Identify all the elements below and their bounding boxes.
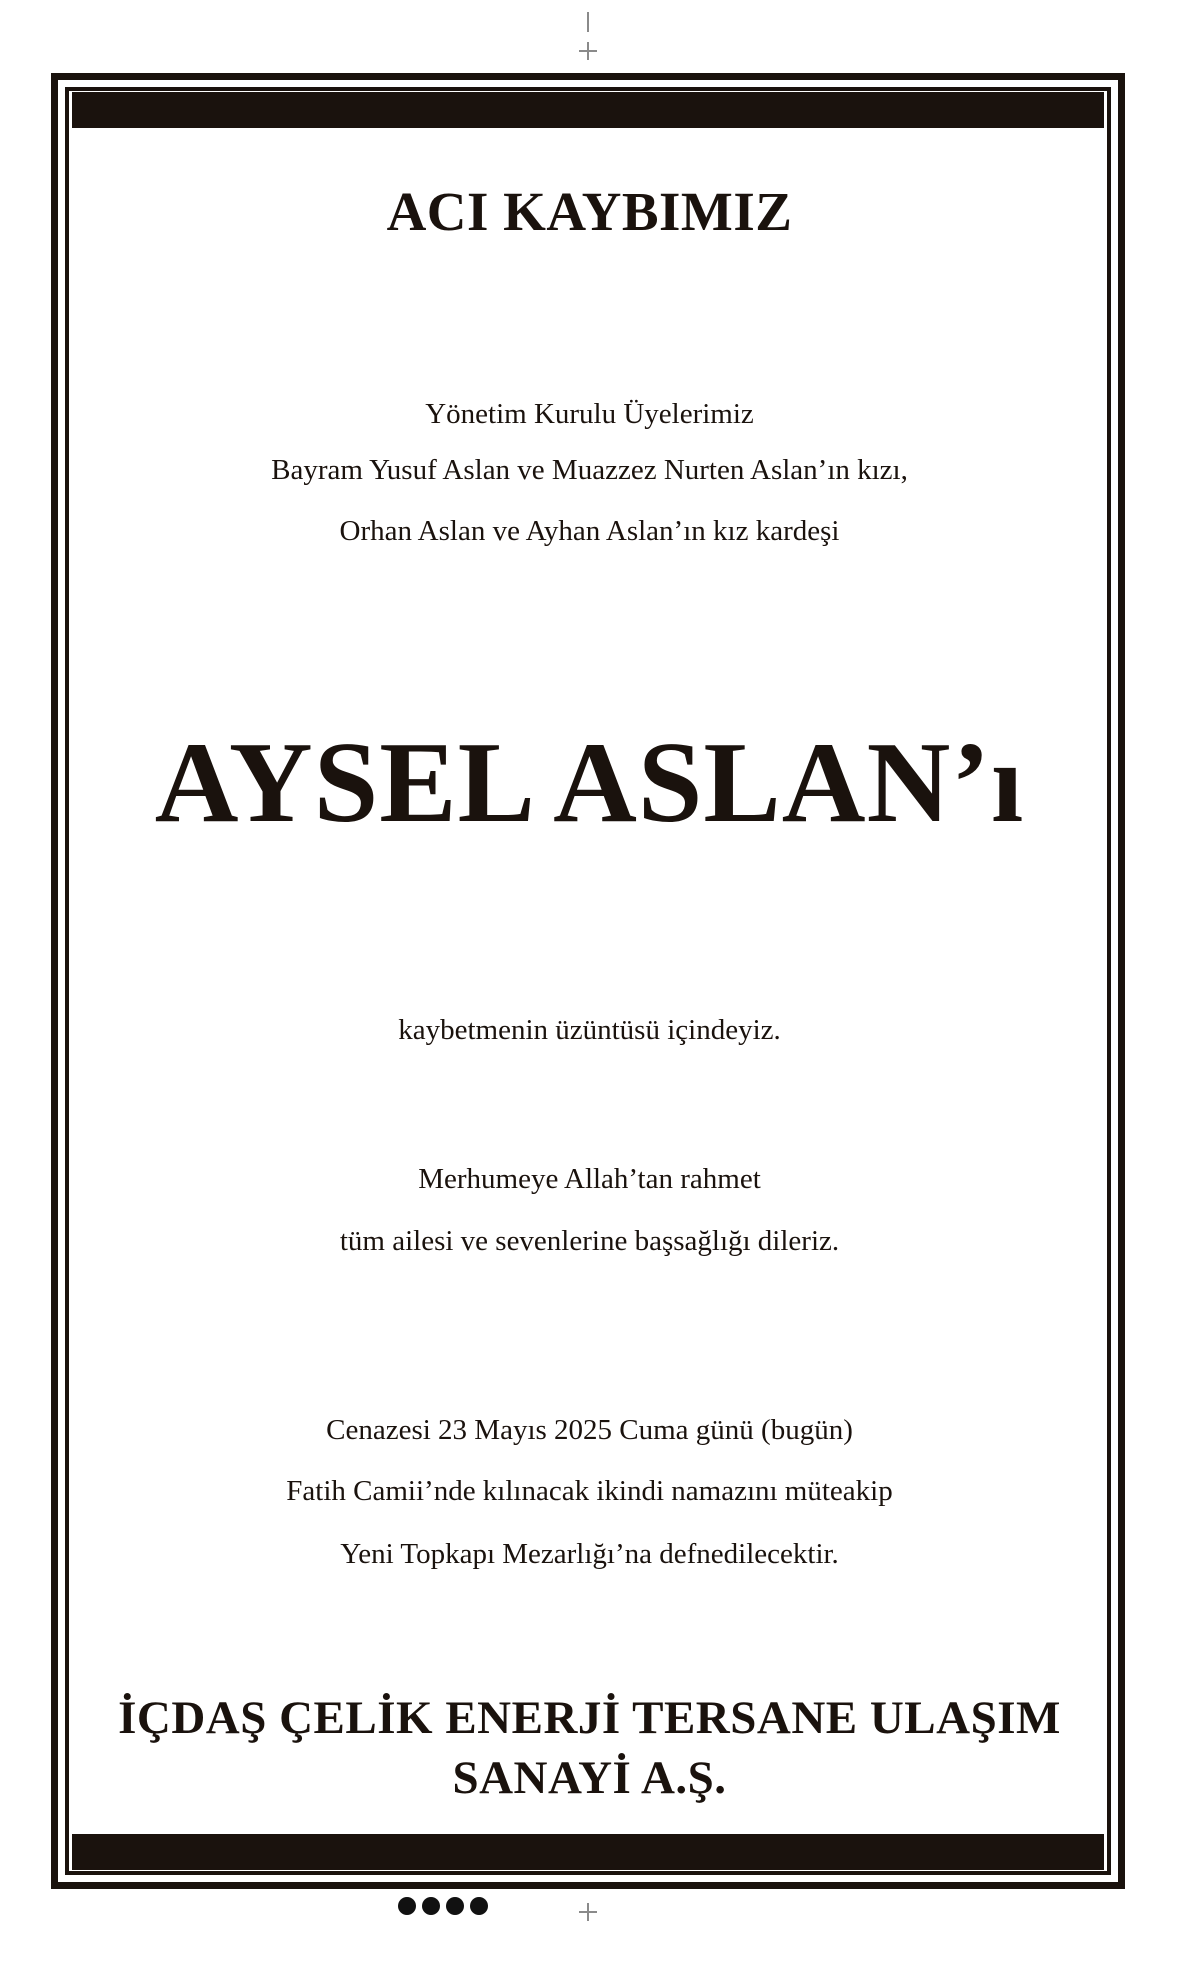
intro-line-siblings: Orhan Aslan ve Ayhan Aslan’ın kız kardeşi <box>339 515 840 547</box>
crosshair-icon <box>579 42 597 60</box>
notice-inner-border <box>65 87 1111 1875</box>
top-black-band <box>72 92 1104 128</box>
registration-tick <box>587 12 589 32</box>
dots-icon <box>398 1897 488 1915</box>
funeral-line-date: Cenazesi 23 Mayıs 2025 Cuma günü (bugün) <box>326 1414 853 1446</box>
funeral-line-cemetery: Yeni Topkapı Mezarlığı’na defnedilecektir. <box>340 1538 839 1570</box>
sorrow-line: kaybetmenin üzüntüsü içindeyiz. <box>398 1014 781 1046</box>
dot <box>446 1897 464 1915</box>
company-name-line-1: İÇDAŞ ÇELİK ENERJİ TERSANE ULAŞIM <box>118 1692 1061 1744</box>
intro-line-board: Yönetim Kurulu Üyelerimiz <box>425 398 754 430</box>
condolence-line-2: tüm ailesi ve sevenlerine başsağlığı dileriz. <box>339 1225 840 1257</box>
deceased-name: AYSEL ASLAN’ı <box>154 719 1025 847</box>
funeral-line-mosque: Fatih Camii’nde kılınacak ikindi namazını müteakip <box>286 1475 893 1507</box>
bottom-black-band <box>72 1834 1104 1870</box>
dot <box>422 1897 440 1915</box>
company-name-line-2: SANAYİ A.Ş. <box>452 1752 727 1804</box>
condolence-line-1: Merhumeye Allah’tan rahmet <box>418 1163 761 1195</box>
dot <box>470 1897 488 1915</box>
dot <box>398 1897 416 1915</box>
crosshair-icon <box>579 1903 597 1921</box>
notice-heading: ACI KAYBIMIZ <box>386 181 793 242</box>
intro-line-parents: Bayram Yusuf Aslan ve Muazzez Nurten Aslan’ın kızı, <box>271 454 908 486</box>
